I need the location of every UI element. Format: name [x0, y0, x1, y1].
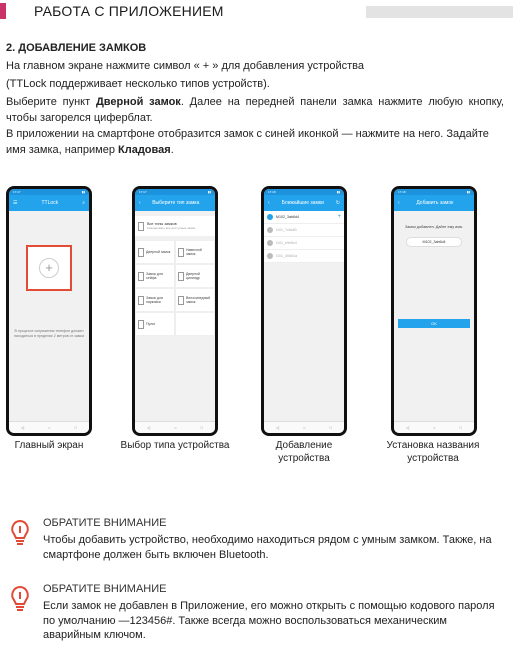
all-types-row[interactable] [135, 216, 215, 236]
app-title: Добавить замок [416, 200, 454, 206]
lock-icon-blue [267, 214, 273, 220]
app-title: Выберите тип замка [152, 200, 200, 206]
menu-icon: ☰ [13, 200, 18, 206]
notice-heading: ОБРАТИТЕ ВНИМАНИЕ [43, 517, 167, 529]
header-decor-bar [366, 6, 513, 18]
paragraph-2: (TTLock поддерживает несколько типов устройств). [6, 78, 270, 90]
caption-name-screen: Установка названия устройства [386, 440, 480, 464]
phone-name-screen: 17:18 ▮▮ ‹ Добавить замок Замок добавлен. Дайте ему имя. M102_3ab6d4 OK ◁ ○ □ [391, 186, 477, 436]
notice-heading: ОБРАТИТЕ ВНИМАНИЕ [43, 583, 167, 595]
ok-button[interactable]: OK [398, 319, 470, 328]
pairing-hint: В процессе сопряжения телефон должен находиться в пределах 2 метров от замка [14, 329, 84, 338]
device-row-available[interactable]: M102_3ab6d4 + [264, 211, 344, 224]
phone-nearby-screen: 17:18 ▮▮ ‹ Ближайшие замки ↻ M102_3ab6d4 + I101_7c6c60 I101_e9e5c4 I101_408d1a ◁ ○ □ [261, 186, 347, 436]
type-remote[interactable]: Пульт [135, 312, 175, 336]
notice-body: Если замок не добавлен в Приложение, его можно открыть с помощью кодового пароля по умолчанию —123456#. Также всегда можно воспользоваться механическим аварийным ключом. [43, 600, 495, 641]
type-empty [175, 312, 215, 336]
refresh-icon: ↻ [335, 200, 340, 206]
caption-nearby-screen: Добавление устройства [275, 440, 333, 464]
search-icon: ⌕ [82, 200, 85, 206]
plus-icon: + [39, 258, 59, 278]
section-heading: 2. ДОБАВЛЕНИЕ ЗАМКОВ [6, 42, 147, 54]
page-header [0, 0, 513, 22]
back-icon: ‹ [268, 200, 270, 206]
header-accent-mark [0, 3, 6, 19]
type-door-lock[interactable]: Дверной замок [135, 240, 175, 264]
paragraph-3: Выберите пункт Дверной замок. Далее на передней панели замка нажмите любую кнопку, чтобы загорелся циферблат. [6, 96, 504, 124]
back-icon: ‹ [398, 200, 400, 206]
phone-main-screen: 17:17 ▮▮ ☰ TTLock ⌕ + В процессе сопряжения телефон должен находиться в пределах 2 метров от замка ◁ ○ □ [6, 186, 92, 436]
lightbulb-icon [9, 585, 31, 613]
lock-name-input[interactable]: M102_3ab6d4 [406, 237, 462, 247]
device-row: I101_408d1a [264, 250, 344, 263]
type-cylinder[interactable]: Дверной цилиндр [175, 264, 215, 288]
all-types-sub: Сканировать все доступные замки [147, 226, 196, 230]
lock-icon [138, 222, 144, 231]
add-device-button[interactable] [26, 245, 72, 291]
paragraph-4: В приложении на смартфоне отобразится замок с синей иконкой — нажмите на него. Задайте имя замка, например Кладовая. [6, 128, 489, 156]
back-icon: ‹ [139, 200, 141, 206]
added-message: Замок добавлен. Дайте ему имя. [404, 225, 464, 229]
phone-type-screen: 17:17 ▮▮ ‹ Выберите тип замка Все типы замков Сканировать все доступные замки Дверной замок Навесной замок Замок для сейфа Дверной цилиндр Замок для парковки Велосипедный замок Пульт ◁ ○ □ [132, 186, 218, 436]
page-title: РАБОТА С ПРИЛОЖЕНИЕМ [34, 3, 224, 19]
notice-body: Чтобы добавить устройство, необходимо находиться рядом с умным замком. Также, на смартфоне должен быть включен Bluetooth. [43, 534, 492, 561]
type-safe-lock[interactable]: Замок для сейфа [135, 264, 175, 288]
app-title: TTLock [41, 200, 59, 206]
type-bike-lock[interactable]: Велосипедный замок [175, 288, 215, 312]
lightbulb-icon [9, 519, 31, 547]
device-row: I101_7c6c60 [264, 224, 344, 237]
type-padlock[interactable]: Навесной замок [175, 240, 215, 264]
paragraph-1: На главном экране нажмите символ « + » для добавления устройства [6, 60, 365, 72]
type-parking-lock[interactable]: Замок для парковки [135, 288, 175, 312]
all-types-label: Все типы замков [147, 222, 177, 226]
caption-main-screen: Главный экран [14, 440, 84, 451]
app-title: Ближайшие замки [281, 200, 324, 206]
caption-type-screen: Выбор типа устройства [120, 440, 230, 451]
device-row: I101_e9e5c4 [264, 237, 344, 250]
